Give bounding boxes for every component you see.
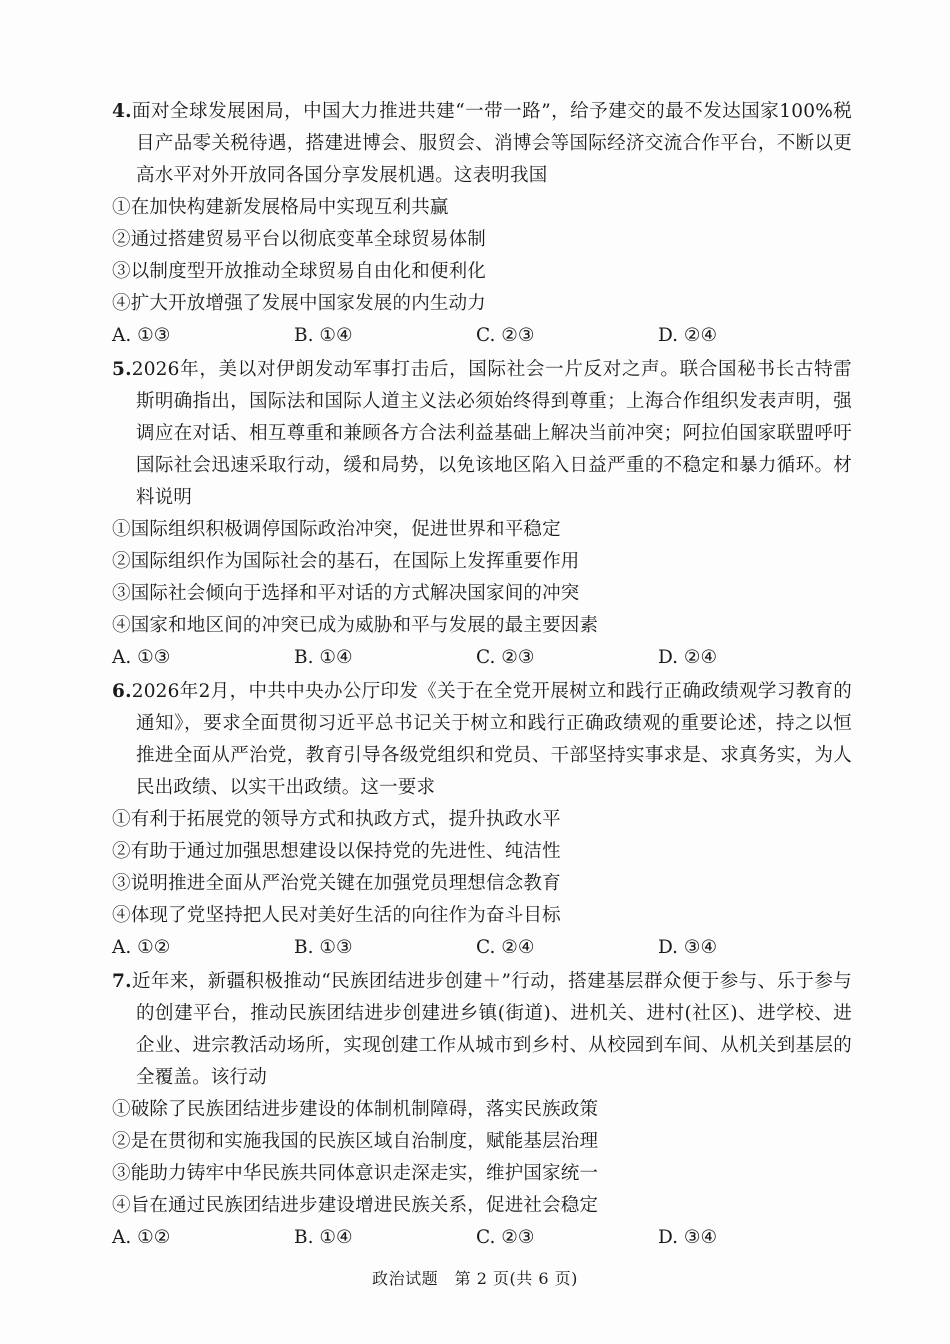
question-text: 面对全球发展困局，中国大力推进共建“一带一路”，给予建交的最不发达国家100%税目产品零关税待遇，搭建进博会、服贸会、消博会等国际经济交流合作平台，不断以更高水平对外开放同各国分享发展机遇。这表明我国 [131,101,852,186]
answer-choices [112,320,852,352]
question-4 [112,96,852,352]
question-number: 4. [112,101,132,122]
statement-1: ①破除了民族团结进步建设的体制机制障碍，落实民族政策 [112,1099,599,1120]
statement-4: ④体现了党坚持把人民对美好生活的向往作为奋斗目标 [112,905,561,926]
answer-choices [112,1222,852,1254]
choice-b: B. ①④ [294,1227,353,1248]
choice-a: A. ①② [112,1227,171,1248]
choice-c: C. ②④ [476,937,535,958]
statement-3: ③说明推进全面从严治党关键在加强党员理想信念教育 [112,873,561,894]
questions-container [112,96,852,1256]
choice-d: D. ③④ [658,1227,718,1248]
question-number: 5. [112,359,132,380]
statement-4: ④扩大开放增强了发展中国家发展的内生动力 [112,293,487,314]
statement-2: ②是在贯彻和实施我国的民族区域自治制度，赋能基层治理 [112,1131,599,1152]
choice-c: C. ②③ [476,1227,535,1248]
statement-4: ④旨在通过民族团结进步建设增进民族关系，促进社会稳定 [112,1195,599,1216]
question-5 [112,354,852,674]
choice-a: A. ①③ [112,325,171,346]
statement-4: ④国家和地区间的冲突已成为威胁和平与发展的最主要因素 [112,615,599,636]
choice-c: C. ②③ [476,325,535,346]
answer-choices [112,932,852,964]
question-number: 7. [112,971,132,992]
question-7 [112,966,852,1254]
choice-d: D. ②④ [658,647,718,668]
page-footer: 政治试题 第 2 页(共 6 页) [372,1269,578,1288]
statement-3: ③国际社会倾向于选择和平对话的方式解决国家间的冲突 [112,583,580,604]
choice-d: D. ③④ [658,937,718,958]
question-text: 近年来，新疆积极推动“民族团结进步创建＋”行动，搭建基层群众便于参与、乐于参与的创建平台，推动民族团结进步创建进乡镇(街道)、进机关、进村(社区)、进学校、进企业、进宗教活动场所，实现创建工作从城市到乡村、从校园到车间、从机关到基层的全覆盖。该行动 [131,971,852,1088]
question-6 [112,676,852,964]
statement-3: ③以制度型开放推动全球贸易自由化和便利化 [112,261,487,282]
choice-b: B. ①③ [294,937,353,958]
choice-a: A. ①③ [112,647,171,668]
question-stem [112,676,852,804]
statement-2: ②有助于通过加强思想建设以保持党的先进性、纯洁性 [112,841,561,862]
choice-b: B. ①④ [294,647,353,668]
statement-2: ②通过搭建贸易平台以彻底变革全球贸易体制 [112,229,487,250]
statement-1: ①有利于拓展党的领导方式和执政方式，提升执政水平 [112,809,561,830]
statement-2: ②国际组织作为国际社会的基石，在国际上发挥重要作用 [112,551,580,572]
statement-1: ①国际组织积极调停国际政治冲突，促进世界和平稳定 [112,519,561,540]
choice-a: A. ①② [112,937,171,958]
question-stem [112,96,852,192]
question-stem [112,966,852,1094]
answer-choices [112,642,852,674]
statement-1: ①在加快构建新发展格局中实现互利共赢 [112,197,449,218]
question-text: 2026年，美以对伊朗发动军事打击后，国际社会一片反对之声。联合国秘书长古特雷斯明确指出，国际法和国际人道主义法必须始终得到尊重；上海合作组织发表声明，强调应在对话、相互尊重和兼顾各方合法利益基础上解决当前冲突；阿拉伯国家联盟呼吁国际社会迅速采取行动，缓和局势，以免该地区陷入日益严重的不稳定和暴力循环。材料说明 [131,359,852,508]
question-stem [112,354,852,514]
choice-c: C. ②③ [476,647,535,668]
question-number: 6. [112,681,132,702]
statement-3: ③能助力铸牢中华民族共同体意识走深走实，维护国家统一 [112,1163,599,1184]
choice-b: B. ①④ [294,325,353,346]
question-text: 2026年2月，中共中央办公厅印发《关于在全党开展树立和践行正确政绩观学习教育的通知》，要求全面贯彻习近平总书记关于树立和践行正确政绩观的重要论述，持之以恒推进全面从严治党，教育引导各级党组织和党员、干部坚持实事求是、求真务实，为人民出政绩、以实干出政绩。这一要求 [131,681,852,798]
choice-d: D. ②④ [658,325,718,346]
